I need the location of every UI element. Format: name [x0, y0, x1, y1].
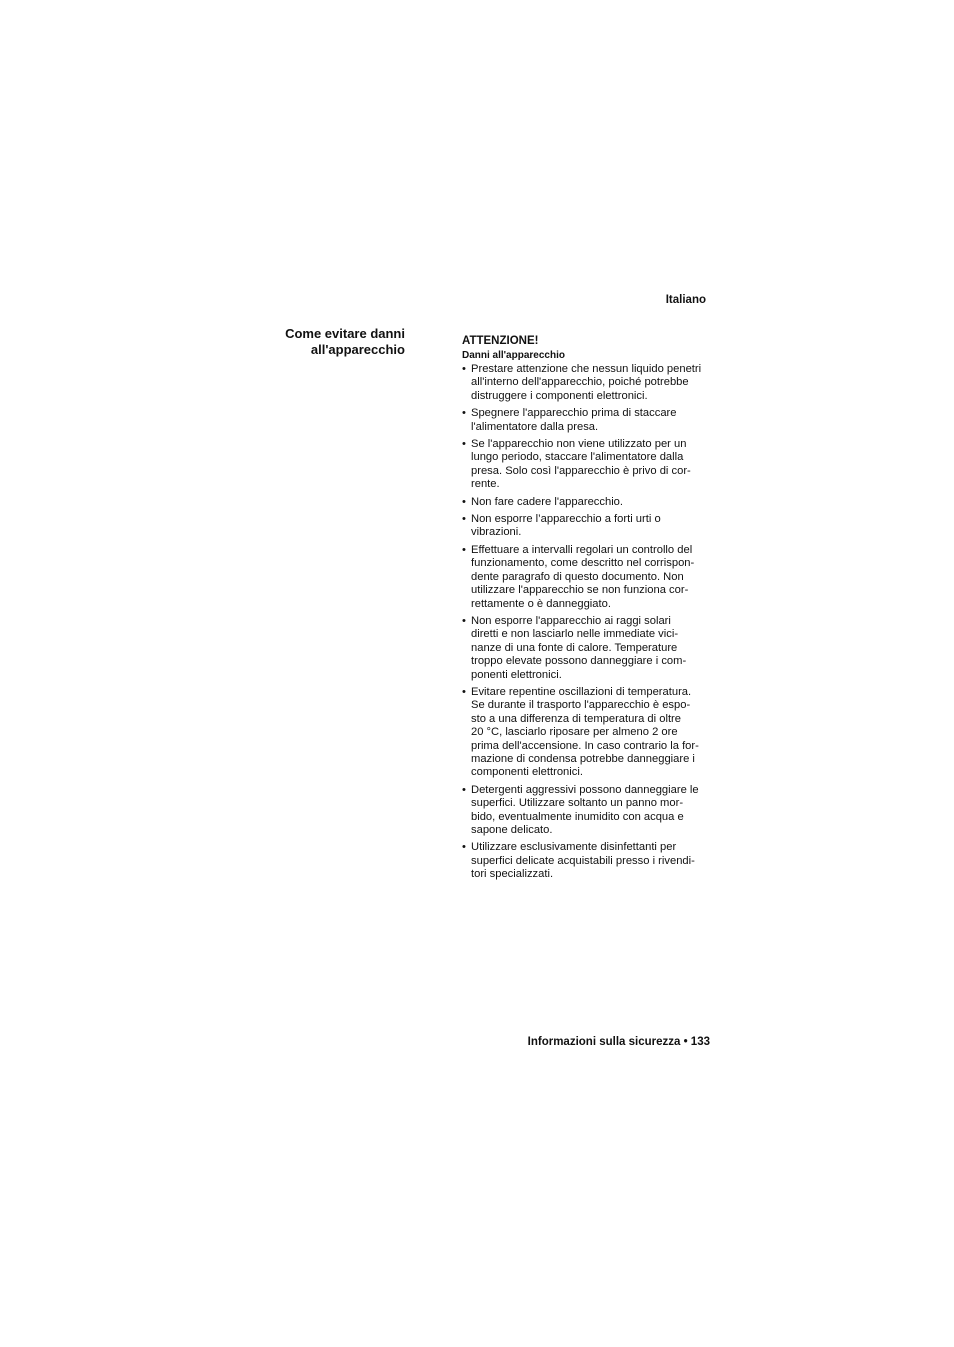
bullet-icon: • — [462, 495, 466, 508]
bullet-icon: • — [462, 685, 466, 698]
list-item-line: troppo elevate possono danneggiare i com- — [471, 655, 687, 668]
bullet-icon: • — [462, 783, 466, 796]
warning-title: ATTENZIONE! — [462, 335, 539, 347]
list-item — [462, 615, 712, 682]
list-item — [462, 363, 712, 403]
list-item-line: Non esporre l'apparecchio ai raggi solari — [471, 614, 671, 627]
list-item — [462, 407, 712, 434]
list-item-line: ponenti elettronici. — [471, 668, 562, 681]
bullet-icon: • — [462, 363, 466, 375]
list-item-line: lungo periodo, staccare l'alimentatore dalla — [471, 451, 684, 464]
list-item-line: sapone delicato. — [471, 824, 553, 836]
list-item-line: prima dell'accensione. In caso contrario la for- — [471, 739, 699, 752]
list-item-line: mazione di condensa potrebbe danneggiare i — [471, 752, 695, 765]
list-item-line: Utilizzare esclusivamente disinfettanti per — [471, 841, 677, 854]
list-item-line: bido, eventualmente inumidito con acqua e — [471, 810, 684, 823]
bullet-icon: • — [462, 543, 466, 556]
list-item-line: Se durante il trasporto l'apparecchio è espo- — [471, 699, 691, 712]
section-heading-line: Come evitare danni — [285, 326, 405, 341]
warning-subtitle: Danni all'apparecchio — [462, 350, 565, 361]
list-item — [462, 513, 712, 540]
list-item-line: dente paragrafo di questo documento. Non — [471, 570, 684, 583]
language-label: Italiano — [665, 294, 706, 306]
list-item-line: presa. Solo così l'apparecchio è privo di cor- — [471, 464, 691, 477]
list-item-line: funzionamento, come descritto nel corrispon- — [471, 557, 695, 570]
list-item-line: tori specializzati. — [471, 868, 554, 881]
list-item-line: utilizzare l'apparecchio se non funziona cor- — [471, 584, 689, 597]
list-item-line: sto a una differenza di temperatura di oltre — [471, 712, 681, 725]
list-item — [462, 438, 712, 492]
page-footer: Informazioni sulla sicurezza • 133 — [527, 1036, 710, 1048]
section-heading-line: all'apparecchio — [310, 342, 405, 357]
list-item-line: superfici. Utilizzare soltanto un panno mor- — [471, 797, 684, 810]
bullet-icon: • — [462, 407, 466, 420]
list-item-line: 20 °C, lasciarlo riposare per almeno 2 ore — [471, 726, 678, 739]
list-item-line: Evitare repentine oscillazioni di temperatura. — [471, 685, 692, 698]
list-item-line: all'interno dell'apparecchio, poiché potrebbe — [471, 376, 689, 389]
list-item — [462, 686, 712, 780]
list-item-line: rettamente o è danneggiato. — [471, 597, 611, 610]
list-item-line: vibrazioni. — [471, 526, 522, 539]
list-item — [462, 496, 712, 509]
content-column — [462, 334, 712, 886]
list-item-line: Se l'apparecchio non viene utilizzato per un — [471, 438, 687, 451]
list-item-line: Effettuare a intervalli regolari un controllo del — [471, 543, 693, 556]
bullet-icon: • — [462, 513, 466, 526]
list-item-line: Spegnere l'apparecchio prima di staccare — [471, 407, 677, 420]
list-item-line: superfici delicate acquistabili presso i rivendi- — [471, 854, 695, 867]
list-item-line: distruggere i componenti elettronici. — [471, 389, 648, 402]
list-item-line: l'alimentatore dalla presa. — [471, 420, 599, 433]
bullet-icon: • — [462, 438, 466, 451]
list-item-line: diretti e non lasciarlo nelle immediate vici- — [471, 628, 679, 641]
list-item-line: Non esporre l’apparecchio a forti urti o — [471, 513, 661, 526]
list-item-line: Prestare attenzione che nessun liquido penetri — [471, 363, 702, 375]
list-item — [462, 784, 712, 838]
section-heading — [230, 326, 405, 358]
bullet-icon: • — [462, 614, 466, 627]
list-item-line: Non fare cadere l'apparecchio. — [471, 495, 624, 508]
list-item — [462, 544, 712, 611]
list-item-line: nanze di una fonte di calore. Temperature — [471, 641, 678, 654]
list-item-line: componenti elettronici. — [471, 766, 583, 779]
list-item — [462, 841, 712, 881]
list-item-line: rente. — [471, 478, 500, 491]
list-item-line: Detergenti aggressivi possono danneggiare le — [471, 783, 699, 796]
bullet-icon: • — [462, 841, 466, 854]
safety-list — [462, 363, 712, 882]
